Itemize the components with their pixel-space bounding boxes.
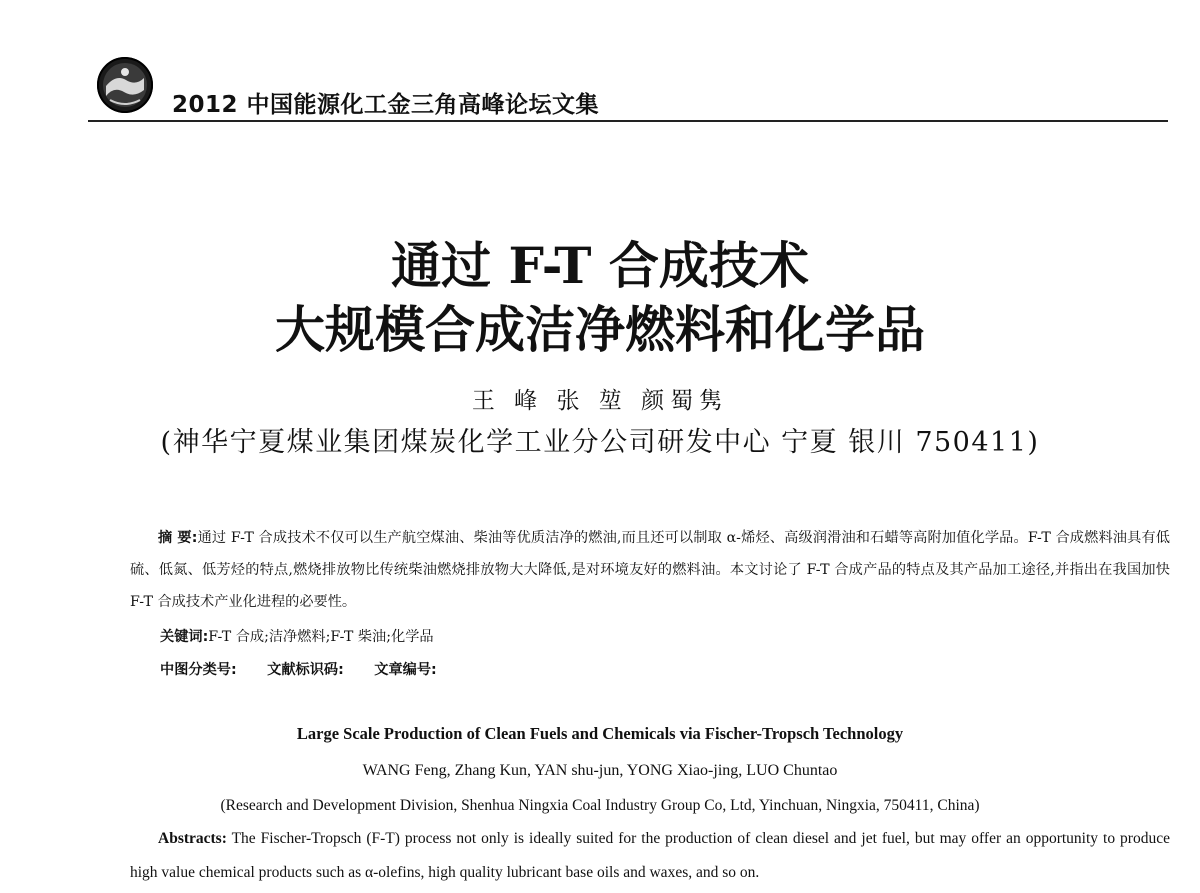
- english-abstract-paragraph: [130, 822, 1170, 890]
- abstract-cn-paragraph: [130, 522, 1170, 618]
- english-abstract-label: Abstracts:: [158, 830, 227, 847]
- classification-line: [160, 659, 437, 679]
- english-title: Large Scale Production of Clean Fuels and Chemicals via Fischer-Tropsch Technology: [296, 724, 904, 743]
- english-authors: WANG Feng, Zhang Kun, YAN shu-jun, YONG Xiao-jing, LUO Chuntao: [362, 762, 838, 779]
- keywords-text: F-T 合成;洁净燃料;F-T 柴油;化学品: [208, 629, 434, 645]
- paper-title-line-1: 通过 F-T 合成技术: [391, 236, 809, 295]
- paper-affiliation: (神华宁夏煤业集团煤炭化学工业分公司研发中心 宁夏 银川 750411): [160, 427, 1040, 458]
- keywords-line: [160, 626, 434, 646]
- paper-title-line-2: 大规模合成洁净燃料和化学品: [275, 300, 925, 359]
- header-title: 2012 中国能源化工金三角高峰论坛文集: [172, 92, 600, 118]
- header-divider: [88, 120, 1168, 122]
- abstract-cn: [130, 522, 1170, 618]
- abstract-cn-label: 摘 要:: [158, 530, 198, 546]
- english-abstract: [130, 822, 1170, 890]
- article-no-label: 文章编号:: [374, 662, 437, 678]
- clc-label: 中图分类号:: [160, 662, 237, 678]
- abstract-cn-text: 通过 F-T 合成技术不仅可以生产航空煤油、柴油等优质洁净的燃油,而且还可以制取 α-烯烃、高级润滑油和石蜡等高附加值化学品。F-T 合成燃料油具有低硫、低氮、低芳烃的特点,燃烧排放物比传统柴油燃烧排放物大大降低,是对环境友好的燃料油。本文讨论了 F-T 合成产品的特点及其产品加工途径,并指出在我国加快 F-T 合成技术产业化进程的必要性。: [130, 530, 1170, 610]
- doc-code-label: 文献标识码:: [267, 662, 344, 678]
- running-header: [0, 0, 1200, 122]
- paper-authors: 王 峰 张 堃 颜蜀隽: [471, 388, 729, 414]
- english-affiliation: (Research and Development Division, Shenhua Ningxia Coal Industry Group Co, Ltd, Yinchuan, Ningxia, 750411, China): [220, 797, 980, 814]
- english-abstract-text: The Fischer-Tropsch (F-T) process not only is ideally suited for the production of clean diesel and jet fuel, but may offer an opportunity to produce high value chemical products such as α-olefins, high quality lubricant base oils and waxes, and so on.: [130, 830, 1170, 881]
- keywords-label: 关键词:: [160, 629, 209, 645]
- conference-emblem-icon: [96, 56, 154, 114]
